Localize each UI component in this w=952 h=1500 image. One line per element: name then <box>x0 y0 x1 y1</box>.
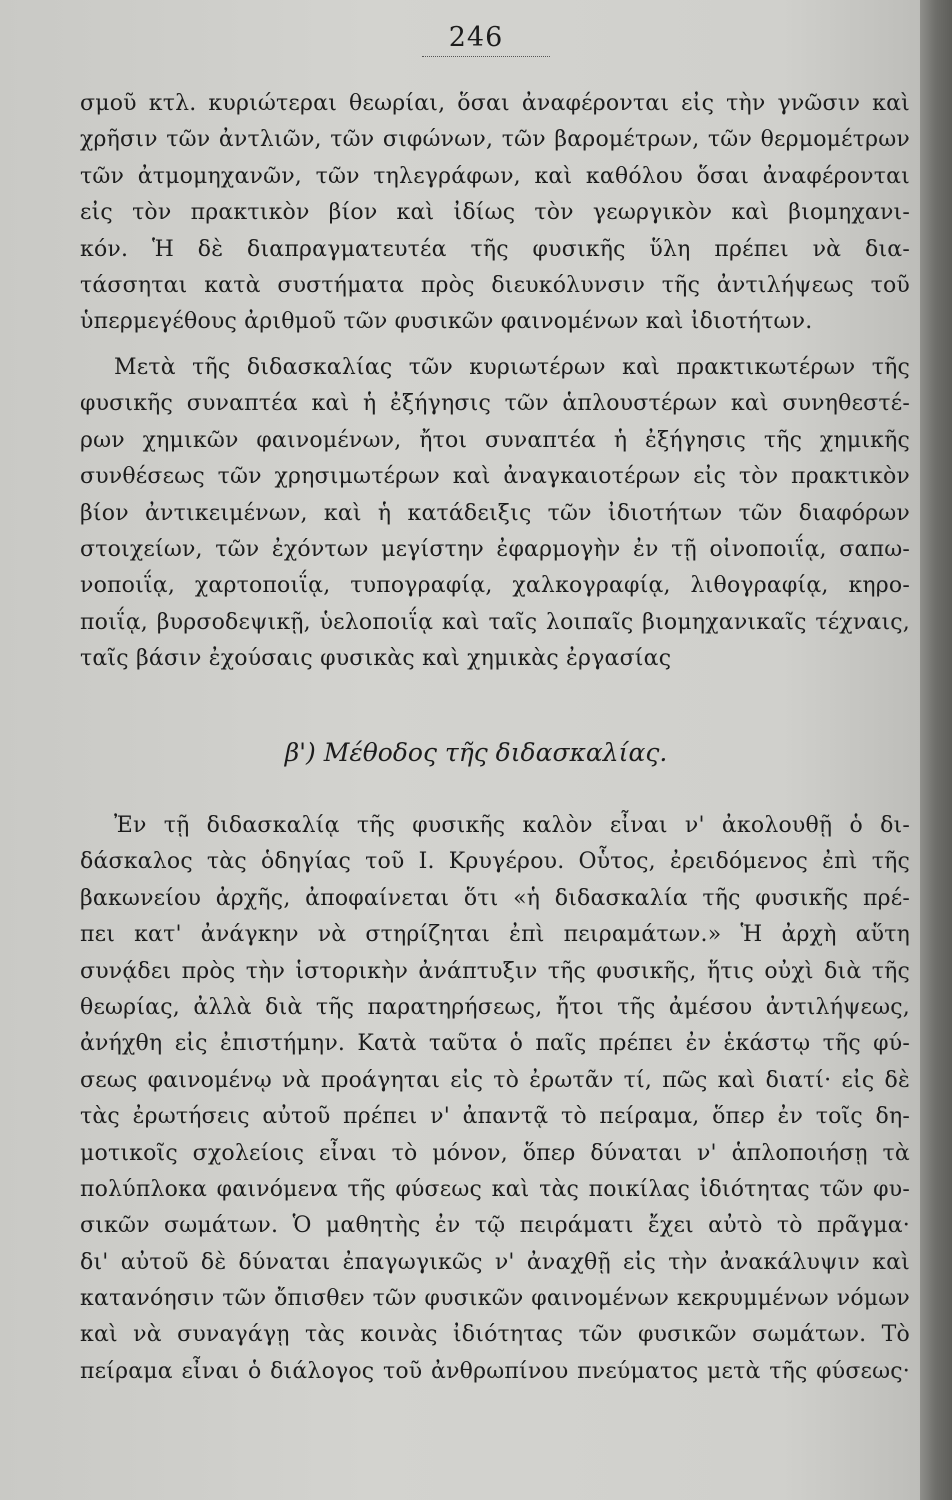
text-line: σεως φαινομένῳ νὰ προάγηται εἰς τὸ ἐρωτᾶν τί, πῶς καὶ διατί· εἰς δὲ <box>80 1067 910 1093</box>
text-line: νοποιΐᾳ, χαρτοποιΐᾳ, τυπογραφίᾳ, χαλκογραφίᾳ, λιθογραφίᾳ, κηρο- <box>80 573 910 599</box>
text-line: μοτικοῖς σχολείοις εἶναι τὸ μόνον, ὅπερ δύναται ν' ἁπλοποιήσῃ τὰ <box>80 1140 910 1166</box>
text-line: σικῶν σωμάτων. Ὁ μαθητὴς ἐν τῷ πειράματι ἔχει αὐτὸ τὸ πρᾶγμα· <box>80 1213 910 1239</box>
text-line: συνθέσεως τῶν χρησιμωτέρων καὶ ἀναγκαιοτέρων εἰς τὸν πρακτικὸν <box>80 464 910 490</box>
text-line: κατανόησιν τῶν ὄπισθεν τῶν φυσικῶν φαινομένων κεκρυμμένων νόμων <box>80 1286 910 1312</box>
text-line: ταῖς βάσιν ἐχούσαις φυσικὰς καὶ χημικὰς ἐργασίας <box>80 646 672 672</box>
text-line: καὶ νὰ συναγάγῃ τὰς κοινὰς ἰδιότητας τῶν φυσικῶν σωμάτων. Τὸ <box>80 1322 910 1348</box>
text-line: τὰς ἐρωτήσεις αὐτοῦ πρέπει ν' ἀπαντᾷ τὸ πείραμα, ὅπερ ἐν τοῖς δη- <box>80 1104 910 1130</box>
paragraph-1 <box>80 86 910 341</box>
paragraph-2 <box>80 350 910 678</box>
text-line: ὑπερμεγέθους ἀριθμοῦ τῶν φυσικῶν φαινομένων καὶ ἰδιοτήτων. <box>80 309 813 335</box>
page-number: 246 <box>448 22 504 53</box>
text-line: στοιχείων, τῶν ἐχόντων μεγίστην ἐφαρμογὴν ἐν τῇ οἰνοποιΐᾳ, σαπω- <box>80 536 910 562</box>
text-line: θεωρίας, ἀλλὰ διὰ τῆς παρατηρήσεως, ἤτοι τῆς ἀμέσου ἀντιλήψεως, <box>80 994 910 1020</box>
text-line: φυσικῆς συναπτέα καὶ ἡ ἐξήγησις τῶν ἁπλουστέρων καὶ συνηθεστέ- <box>80 391 910 417</box>
text-line: σμοῦ κτλ. κυριώτεραι θεωρίαι, ὅσαι ἀναφέρονται εἰς τὴν γνῶσιν καὶ <box>80 91 910 116</box>
text-line: ρων χημικῶν φαινομένων, ἤτοι συναπτέα ἡ ἐξήγησις τῆς χημικῆς <box>80 427 910 453</box>
text-line: εἰς τὸν πρακτικὸν βίον καὶ ἰδίως τὸν γεωργικὸν καὶ βιομηχανι- <box>80 200 910 226</box>
text-line: τάσσηται κατὰ συστήματα πρὸς διευκόλυνσιν τῆς ἀντιλήψεως τοῦ <box>80 272 910 298</box>
text-line: Ἐν τῇ διδασκαλίᾳ τῆς φυσικῆς καλὸν εἶναι ν' ἀκολουθῇ ὁ δι- <box>114 813 910 838</box>
text-line: δι' αὐτοῦ δὲ δύναται ἐπαγωγικῶς ν' ἀναχθῇ εἰς τὴν ἀνακάλυψιν καὶ <box>80 1249 910 1275</box>
text-line: βίον ἀντικειμένων, καὶ ἡ κατάδειξις τῶν ἰδιοτήτων τῶν διαφόρων <box>80 500 910 526</box>
text-line: τῶν ἀτμομηχανῶν, τῶν τηλεγράφων, καὶ καθόλου ὅσαι ἀναφέρονται <box>80 163 910 189</box>
text-line: ποιΐᾳ, βυρσοδεψικῇ, ὑελοποιΐᾳ καὶ ταῖς λοιπαῖς βιομηχανικαῖς τέχναις, <box>80 609 910 635</box>
text-line: βακωνείου ἀρχῆς, ἀποφαίνεται ὅτι «ἡ διδασκαλία τῆς φυσικῆς πρέ- <box>80 885 910 911</box>
text-line: δάσκαλος τὰς ὁδηγίας τοῦ Ι. Κρυγέρου. Οὗτος, ἐρειδόμενος ἐπὶ τῆς <box>80 849 910 875</box>
paragraph-3 <box>80 808 910 1390</box>
text-line: πείραμα εἶναι ὁ διάλογος τοῦ ἀνθρωπίνου πνεύματος μετὰ τῆς φύσεως· <box>80 1358 910 1384</box>
header-rule <box>422 56 550 57</box>
section-heading: β') Μέθοδος τῆς διδασκαλίας. <box>284 738 668 767</box>
text-line: ἀνήχθη εἰς ἐπιστήμην. Κατὰ ταῦτα ὁ παῖς πρέπει ἐν ἑκάστῳ τῆς φύ- <box>80 1031 910 1057</box>
text-line: Μετὰ τῆς διδασκαλίας τῶν κυριωτέρων καὶ πρακτικωτέρων τῆς <box>114 355 910 380</box>
text-line: πει κατ' ἀνάγκην νὰ στηρίζηται ἐπὶ πειραμάτων.» Ἡ ἀρχὴ αὕτη <box>80 922 910 948</box>
text-line: χρῆσιν τῶν ἀντλιῶν, τῶν σιφώνων, τῶν βαρομέτρων, τῶν θερμομέτρων <box>80 127 910 153</box>
text-line: πολύπλοκα φαινόμενα τῆς φύσεως καὶ τὰς ποικίλας ἰδιότητας τῶν φυ- <box>80 1176 910 1202</box>
text-line: κόν. Ἡ δὲ διαπραγματευτέα τῆς φυσικῆς ὕλη πρέπει νὰ δια- <box>80 236 910 262</box>
text-line: συνᾴδει πρὸς τὴν ἱστορικὴν ἀνάπτυξιν τῆς φυσικῆς, ἥτις οὐχὶ διὰ τῆς <box>80 958 910 984</box>
